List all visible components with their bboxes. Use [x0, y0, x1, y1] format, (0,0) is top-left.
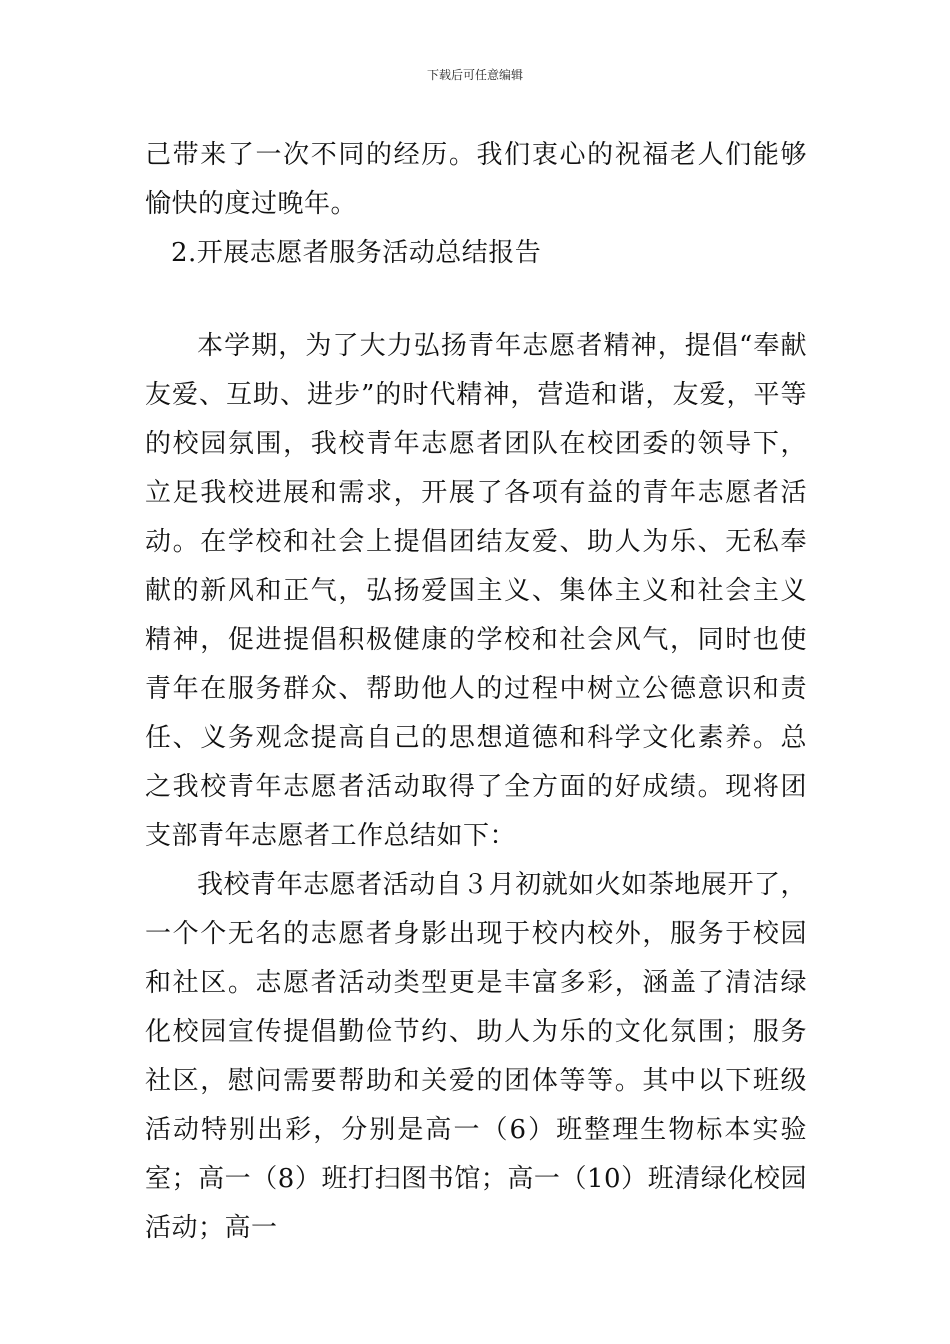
document-body [145, 131, 807, 1253]
page-header-note: 下载后可任意编辑 [426, 68, 523, 82]
paragraph-intro: 本学期，为了大力弘扬青年志愿者精神，提倡“奉献友爱、互助、进步”的时代精神，营造和谐，友爱，平等的校园氛围，我校青年志愿者团队在校团委的领导下，立足我校进展和需求，开展了各项有益的青年志愿者活动。在学校和社会上提倡团结友爱、助人为乐、无私奉献的新风和正气，弘扬爱国主义、集体主义和社会主义精神，促进提倡积极健康的学校和社会风气，同时也使青年在服务群众、帮助他人的过程中树立公德意识和责任、义务观念提高自己的思想道德和科学文化素养。总之我校青年志愿者活动取得了全方面的好成绩。现将团支部青年志愿者工作总结如下： [145, 331, 807, 851]
blank-gap [145, 278, 807, 322]
section-heading: 2.开展志愿者服务活动总结报告 [171, 238, 542, 268]
paragraph-continued: 己带来了一次不同的经历。我们衷心的祝福老人们能够愉快的度过晚年。 [145, 140, 807, 219]
paragraph-activities: 我校青年志愿者活动自３月初就如火如荼地展开了，一个个无名的志愿者身影出现于校内校外，服务于校园和社区。志愿者活动类型更是丰富多彩，涵盖了清洁绿化校园宣传提倡勤俭节约、助人为乐的文化氛围；服务社区，慰问需要帮助和关爱的团体等等。其中以下班级活动特别出彩，分别是高一（6）班整理生物标本实验室；高一（8）班打扫图书馆；高一（10）班清绿化校园活动；高一 [145, 870, 807, 1243]
